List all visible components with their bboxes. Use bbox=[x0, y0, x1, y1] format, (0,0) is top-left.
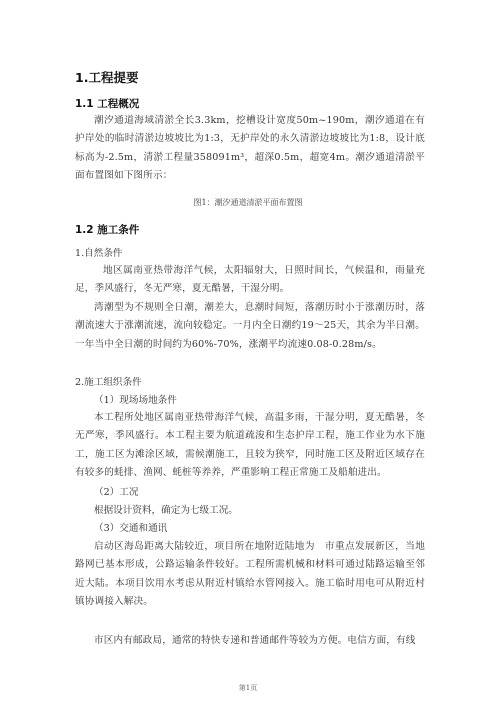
figure-caption: 图1：潮汐通道清淤平面布置图 bbox=[193, 198, 303, 207]
item-heading: （3）交通和通讯 bbox=[94, 523, 168, 534]
paragraph: 市区内有邮政局，通常的特快专递和普通邮件等较为方便。电信方面，有线 bbox=[94, 635, 416, 646]
subsection-heading: 1.2 施工条件 bbox=[75, 224, 140, 236]
paragraph: 根据设计资料，确定为七级工况。 bbox=[94, 505, 238, 516]
list-heading: 2.施工组织条件 bbox=[75, 377, 142, 388]
section-heading: 1.工程提要 bbox=[75, 70, 139, 85]
subsection-heading: 1.1 工程概况 bbox=[75, 98, 140, 110]
paragraph: 湾潮型为不规则全日潮，潮差大，息潮时间短，落潮历时小于涨潮历时，落潮流速大于涨潮流速，流向较稳定。一月内全日潮约19～25天，其余为半日潮。一年当中全日潮的时间约为60%-70%，涨潮平均流速0.08-0.28m/s。 bbox=[75, 302, 425, 350]
item-heading: （2）工况 bbox=[94, 487, 139, 498]
item-heading: （1）现场场地条件 bbox=[94, 395, 177, 406]
paragraph: 地区属南亚热带海洋气候，太阳辐射大，日照时间长，气候温和，雨量充足，季风盛行，冬无严寒，夏无酷暑，干湿分明。 bbox=[75, 265, 425, 295]
paragraph: 本工程所处地区属南亚热带海洋气候，高温多雨，干湿分明，夏无酷暑，冬无严寒，季风盛行。本工程主要为航道疏浚和生态护岸工程，施工作业为水下施工，施工区为滩涂区域，需候潮施工，且较为狭窄，同时施工区及附近区域存在有较多的蚝排、渔网、蚝桩等养养，严重影响工程正常施工及船舶进出。 bbox=[75, 412, 425, 479]
paragraph: 潮汐通道海域清淤全长3.3km，挖槽设计宽度50m~190m，潮汐通道在有护岸处的临时清淤边坡坡比为1:3，无护岸处的永久清淤边坡坡比为1:8，设计底标高为-2.5m，清淤工程量358091m³，超深0.5m，超宽4m。潮汐通道清淤平面布置图如下图所示： bbox=[75, 115, 425, 182]
page-number: 第1页 bbox=[238, 684, 258, 692]
paragraph: 启动区海岛距离大陆较近，项目所在地附近陆地为 市重点发展新区，当地路网已基本形成，公路运输条件较好。工程所需机械和材料可通过陆路运输至邻近大陆。本项目饮用水考虑从附近村镇给水管网接入。施工临时用电可从附近村镇协调接入解决。 bbox=[75, 541, 425, 608]
list-heading: 1.自然条件 bbox=[75, 248, 123, 259]
